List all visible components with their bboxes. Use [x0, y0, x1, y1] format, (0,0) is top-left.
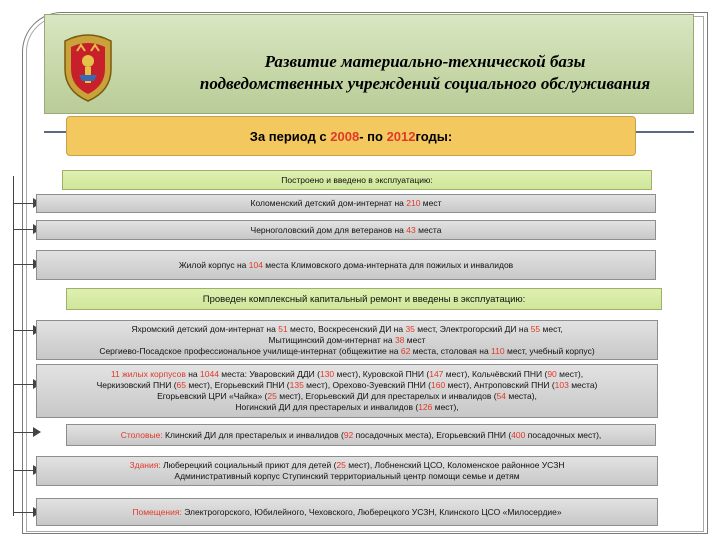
period-prefix: За период с — [249, 128, 327, 144]
repair-block-3 — [66, 424, 656, 446]
header-banner — [44, 14, 694, 114]
repair-line — [131, 324, 562, 335]
page-title — [155, 51, 695, 95]
text: Черноголовский дом для ветеранов на — [250, 224, 407, 235]
built-item-1 — [251, 198, 442, 209]
arrow-icon — [13, 229, 35, 230]
text: мест), — [556, 369, 584, 379]
text: Егорьевский ЦРИ «Чайка» ( — [157, 391, 268, 401]
built-item-2 — [251, 225, 442, 236]
number: 126 — [418, 402, 433, 412]
arrow-icon — [13, 432, 35, 433]
text: места: Уваровский ДДИ ( — [218, 369, 320, 379]
arrow-icon — [13, 264, 35, 265]
built-item — [36, 194, 656, 213]
repair-line — [269, 335, 426, 346]
text: место, Воскресенский ДИ на — [287, 323, 406, 334]
text: мест), Лобненский ЦСО, Коломенское районное УСЗН — [345, 460, 565, 470]
text: мест), Орехово-Зуевский ПНИ ( — [303, 380, 431, 390]
repair-line — [174, 471, 519, 482]
text: мест, Электрогорский ДИ на — [414, 323, 531, 334]
number: 51 — [278, 323, 288, 334]
text: Сергиево-Посадское профессиональное училище-интернат (общежитие на — [99, 345, 401, 356]
text: Электрогорского, Юбилейного, Чеховского, Люберецкого УСЗН, Клинского ЦСО «Милосердие» — [181, 506, 562, 517]
number: 160 — [431, 380, 446, 390]
built-heading — [62, 170, 652, 190]
text: Черкизовский ПНИ ( — [96, 380, 177, 390]
text: мест), Кольчёвский ПНИ ( — [443, 369, 548, 379]
text: мест, учебный корпус) — [504, 345, 595, 356]
built-item — [36, 220, 656, 240]
number: 103 — [554, 380, 569, 390]
number: 92 — [343, 429, 354, 440]
repair-line — [235, 402, 458, 413]
built-item — [36, 250, 656, 280]
repair-line — [157, 391, 537, 402]
number: 110 — [491, 345, 505, 356]
label: Здания: — [129, 460, 161, 470]
highlight: 11 жилых корпусов — [110, 369, 186, 379]
number: 55 — [530, 323, 541, 334]
number: 130 — [319, 369, 335, 379]
period-year-from: 2008 — [330, 128, 360, 144]
text: мест), Егорьевский ДИ для престарелых и инвалидов ( — [276, 391, 497, 401]
period-banner — [66, 116, 636, 156]
repair-line — [129, 460, 564, 471]
period-year-to: 2012 — [386, 128, 416, 144]
repair-block-4 — [36, 456, 658, 486]
number: 210 — [406, 198, 421, 208]
text: на — [185, 369, 201, 379]
period-suffix: годы: — [415, 128, 453, 144]
repair-line — [97, 380, 598, 391]
text: Ногинский ДИ для престарелых и инвалидов ( — [235, 402, 419, 412]
repair-heading-text: Проведен комплексный капитальный ремонт и введены в эксплуатацию: — [202, 293, 526, 305]
repair-block-2 — [36, 364, 658, 418]
text: мест), Егорьевский ПНИ ( — [186, 380, 290, 390]
label: Столовые: — [120, 429, 163, 440]
text: Клинский ДИ для престарелых и инвалидов ( — [162, 429, 344, 440]
built-item-3 — [179, 260, 513, 271]
text: места Климовского дома-интерната для пожилых и инвалидов — [262, 259, 514, 270]
built-heading-text: Построено и введено в эксплуатацию: — [281, 174, 433, 185]
text: посадочных мест), — [525, 429, 602, 440]
repair-block-5 — [36, 498, 658, 526]
repair-block-1 — [36, 320, 658, 360]
arrow-icon — [13, 203, 35, 204]
label: Помещения: — [132, 506, 182, 517]
text: Жилой корпус на — [178, 259, 249, 270]
number: 43 — [406, 224, 416, 235]
number: 65 — [176, 380, 186, 390]
number: 38 — [394, 334, 405, 345]
arrow-icon — [13, 470, 35, 471]
text: мест, — [540, 323, 563, 334]
repair-line — [132, 507, 561, 518]
text: места, столовая на — [410, 345, 492, 356]
moscow-oblast-coat-of-arms-icon — [59, 31, 117, 103]
number: 54 — [496, 391, 506, 401]
number: 147 — [429, 369, 444, 379]
text: места), — [506, 391, 537, 401]
number: 35 — [405, 323, 415, 334]
text: Мытищинский дом-интернат на — [268, 334, 395, 345]
text: мест), Куровской ПНИ ( — [334, 369, 430, 379]
text: Коломенский детский дом-интернат на — [250, 198, 407, 208]
text: посадочных места), Егорьевский ПНИ ( — [353, 429, 512, 440]
text: мест — [404, 334, 426, 345]
text: места — [415, 224, 442, 235]
number: 135 — [289, 380, 304, 390]
text: мест), — [432, 402, 459, 412]
title-line-2: подведомственных учреждений социального обслуживания — [199, 74, 651, 93]
repair-heading — [66, 288, 662, 310]
text: места) — [568, 380, 598, 390]
text: Яхромский детский дом-интернат на — [131, 323, 279, 334]
period-middle: - по — [359, 128, 383, 144]
number: 90 — [547, 369, 557, 379]
number: 25 — [336, 460, 346, 470]
arrow-icon — [13, 330, 35, 331]
arrow-icon — [13, 384, 35, 385]
repair-line — [99, 346, 594, 357]
number: 104 — [248, 259, 263, 270]
number: 25 — [267, 391, 277, 401]
tree-connector-line — [13, 176, 14, 516]
number: 1044 — [200, 369, 219, 379]
repair-line — [111, 369, 583, 380]
text: мест), Антроповский ПНИ ( — [445, 380, 555, 390]
number: 62 — [400, 345, 411, 356]
text: Люберецкий социальный приют для детей ( — [160, 460, 337, 470]
repair-line — [121, 430, 602, 441]
number: 400 — [511, 429, 526, 440]
arrow-icon — [13, 512, 35, 513]
title-line-1: Развитие материально-технической базы — [264, 52, 586, 71]
text: мест — [420, 198, 442, 208]
text: Административный корпус Ступинский территориальный центр помощи семье и детям — [174, 471, 520, 481]
